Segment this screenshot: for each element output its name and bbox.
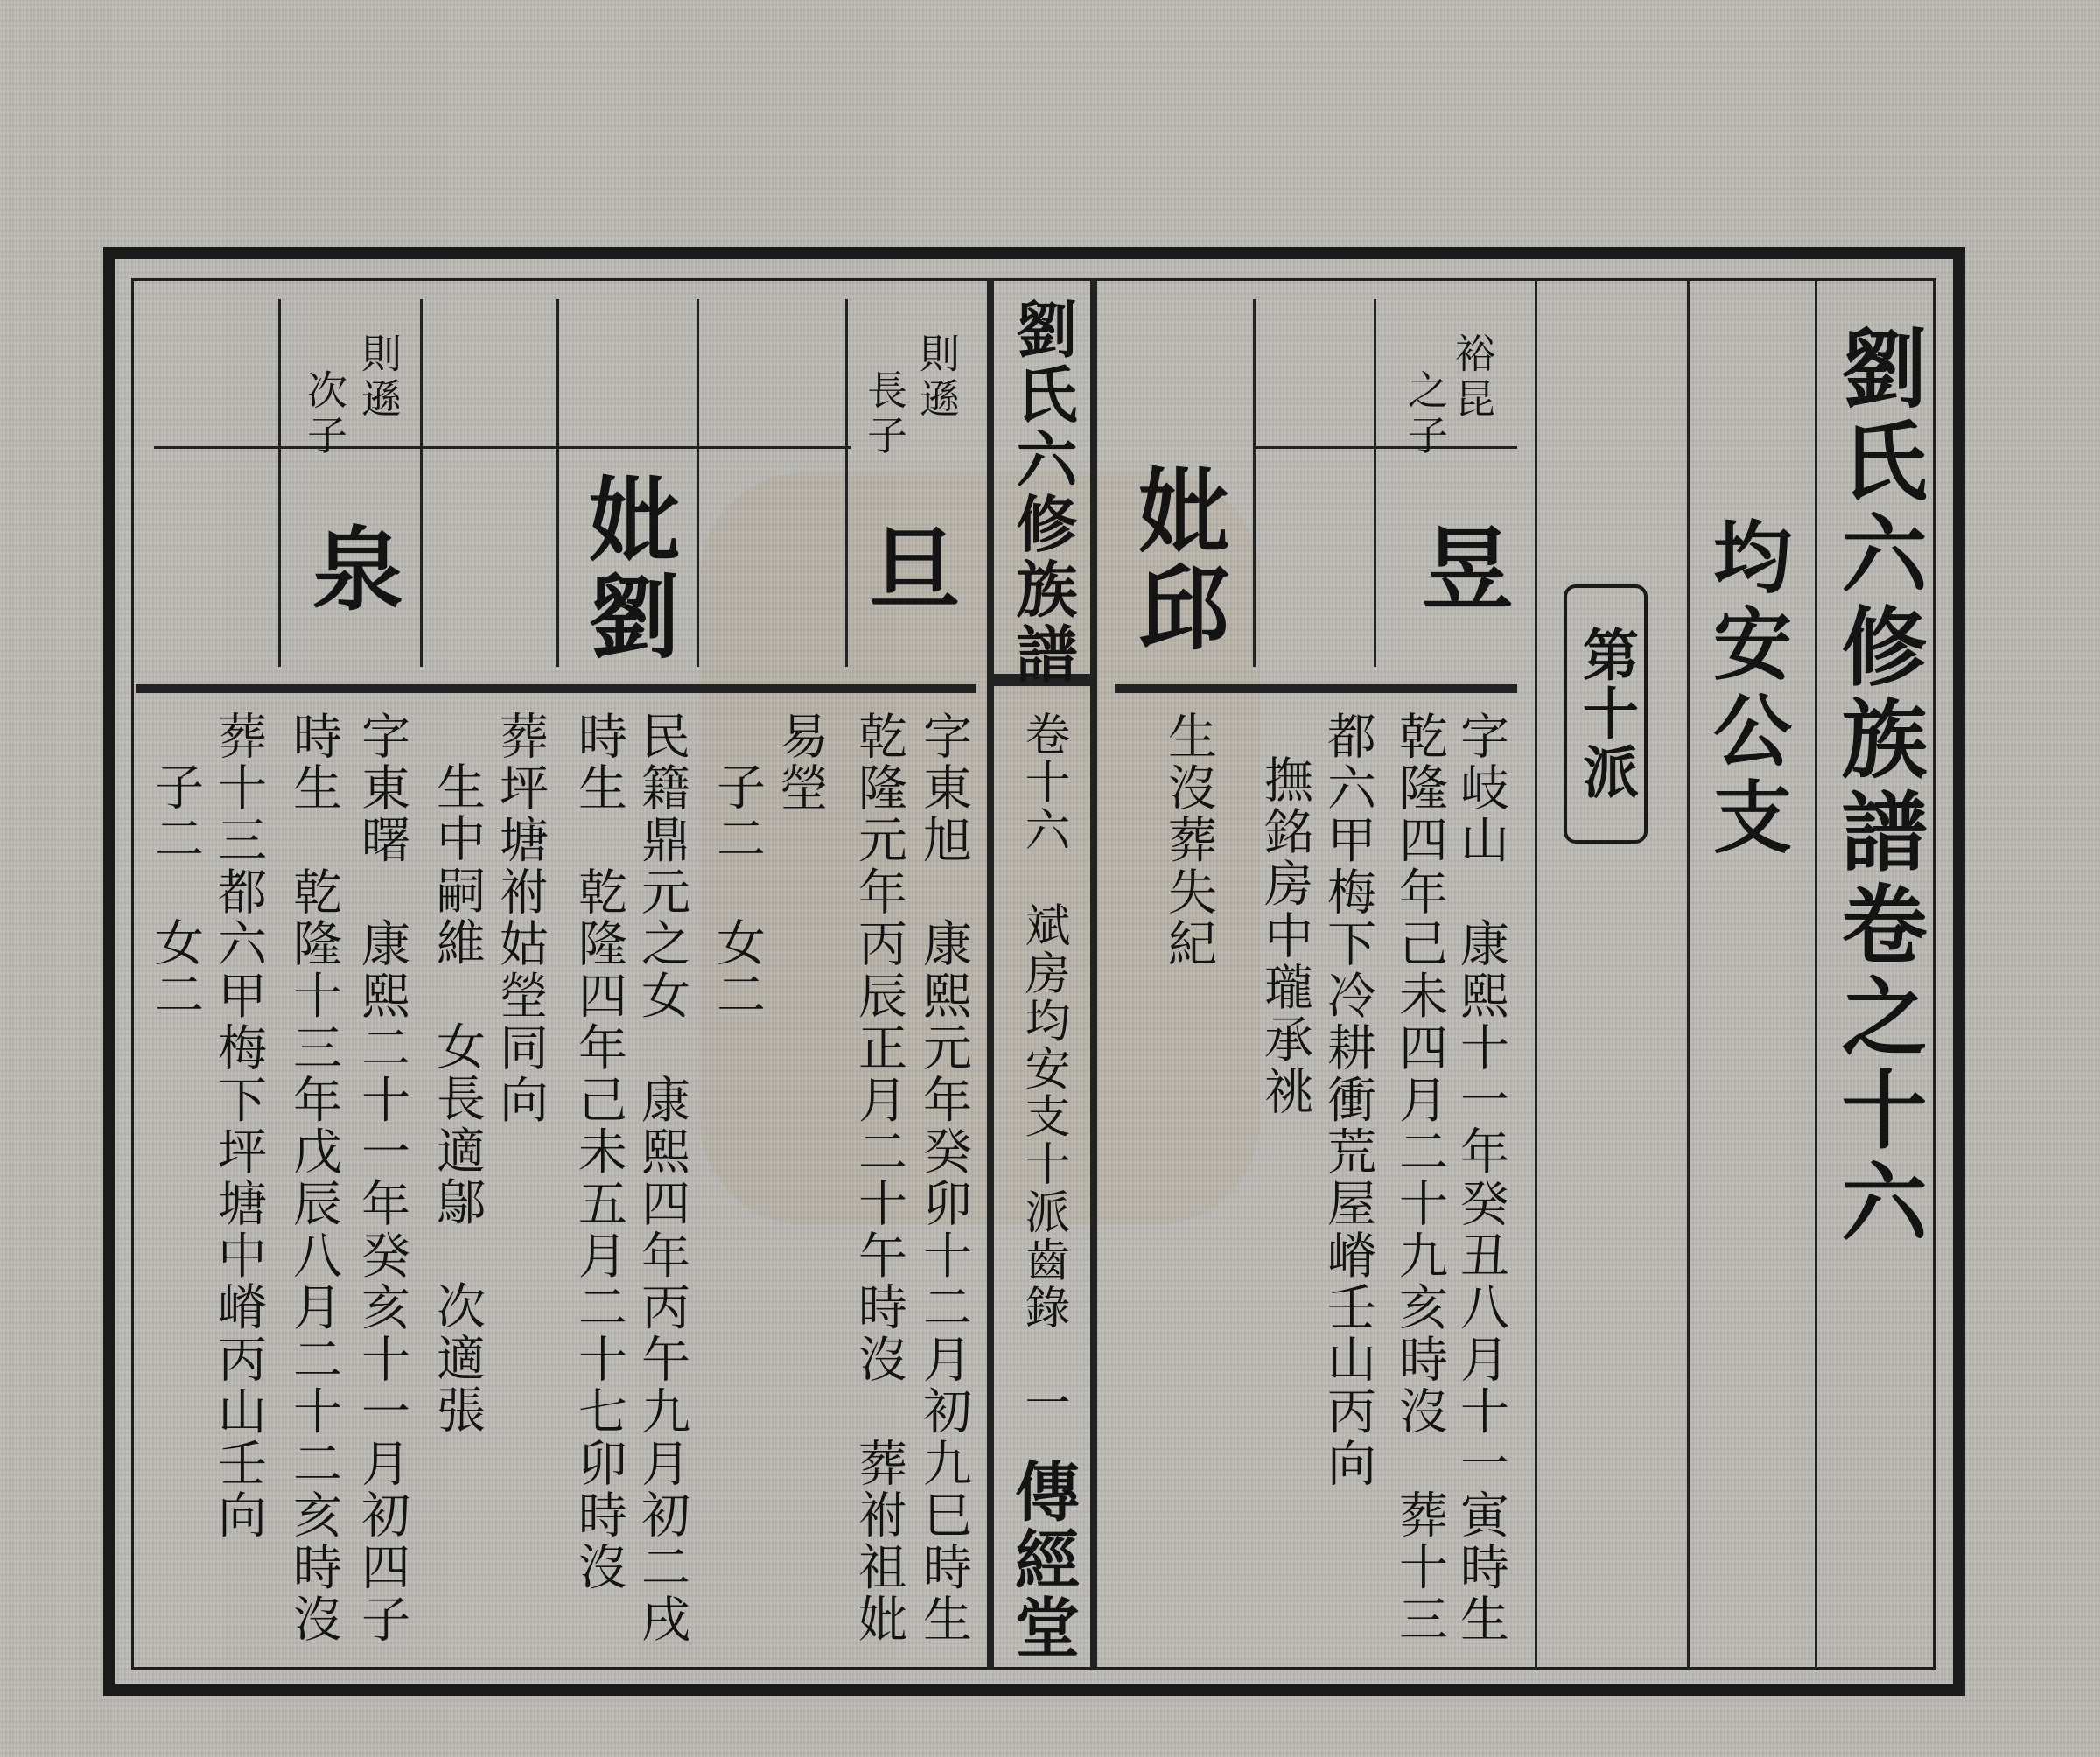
- bio-line: 字東曙 康熙二十一年癸亥十一月初四子: [354, 710, 410, 1646]
- person-name: 泉: [297, 522, 404, 619]
- ruling: [420, 299, 423, 667]
- bio-line: 葬坪塘祔姑塋同向: [492, 710, 549, 1126]
- ruling: [1815, 280, 1817, 1670]
- ruling: [154, 446, 850, 449]
- spouse-name: 妣邱: [1123, 464, 1230, 657]
- bio-line: 字東旭 康熙元年癸卯十二月初九巳時生: [915, 710, 972, 1646]
- parent-relation: 長子: [861, 369, 908, 460]
- bio-line: 時生 乾隆十三年戊辰八月二十二亥時沒: [285, 710, 342, 1646]
- person-name: 昱: [1406, 522, 1514, 619]
- parent-name: 裕昆: [1449, 332, 1496, 424]
- bio-line: 葬十三都六甲梅下坪塘中嵴丙山壬向: [210, 710, 267, 1542]
- person-name: 旦: [853, 522, 961, 619]
- spine-line-left: [987, 278, 994, 1670]
- parent-relation: 次子: [301, 369, 348, 460]
- bio-line: 生沒葬失紀: [1160, 710, 1217, 970]
- ruling: [556, 299, 559, 667]
- bio-line: 乾隆四年己未四月二十九亥時沒 葬十三: [1391, 710, 1448, 1646]
- book-title: 劉氏六修族譜卷之十六: [1827, 324, 1928, 1250]
- bio-line: 子二 女二: [709, 761, 766, 1021]
- bio-line: 撫銘房中瓏承祧: [1256, 754, 1313, 1118]
- bio-line: 都六甲梅下冷耕衝荒屋嵴壬山丙向: [1320, 710, 1376, 1490]
- parent-relation: 之子: [1402, 369, 1449, 460]
- spine-line-right: [1090, 278, 1097, 1670]
- ruling: [278, 299, 281, 667]
- parent-name: 則遜: [914, 332, 961, 424]
- spouse-name: 妣劉: [573, 472, 681, 666]
- parent-name: 則遜: [355, 332, 402, 424]
- ruling: [1535, 280, 1537, 1670]
- spine-subtitle: 卷十六 斌房均安支十派齒錄 一: [1017, 710, 1069, 1427]
- generation-box: [1564, 584, 1648, 844]
- ruling: [1687, 280, 1690, 1670]
- ruling: [1255, 446, 1517, 449]
- ruling: [845, 299, 848, 667]
- register-divider: [1115, 684, 1517, 693]
- bio-line: 生中嗣維 女長適鄔 次適張: [429, 761, 486, 1437]
- generation-label: 第十派: [1573, 626, 1639, 802]
- bio-line: 乾隆元年丙辰正月二十午時沒 葬祔祖妣: [850, 710, 907, 1646]
- bio-line: 子二 女二: [147, 761, 204, 1021]
- bio-line: 民籍鼎元之女 康熙四年丙午九月初二戌: [634, 710, 690, 1646]
- branch-heading: 均安公支: [1699, 516, 1792, 863]
- hall-name: 傳經堂: [1004, 1458, 1080, 1662]
- register-divider: [136, 684, 976, 693]
- bio-line: 字岐山 康熙十一年癸丑八月十一寅時生: [1452, 710, 1509, 1646]
- ruling: [1374, 299, 1376, 667]
- ruling: [1253, 299, 1256, 667]
- ruling: [696, 299, 699, 667]
- bio-line: 易塋: [772, 710, 829, 815]
- spine-title: 劉氏六修族譜: [1006, 298, 1079, 688]
- bio-line: 時生 乾隆四年己未五月二十七卯時沒: [570, 710, 627, 1594]
